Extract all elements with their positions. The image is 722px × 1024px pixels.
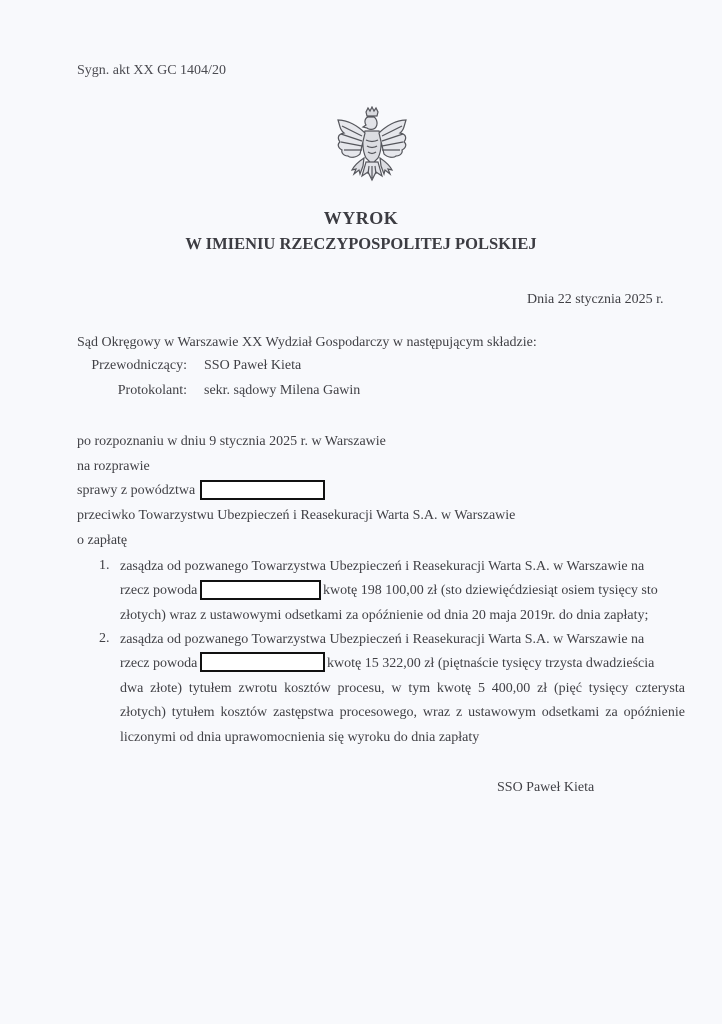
- redacted-plaintiff-name-2: [200, 652, 325, 672]
- document-title: WYROK: [323, 208, 399, 228]
- polish-eagle-emblem-icon: [332, 106, 412, 186]
- ruling-1-line-1: zasądza od pozwanego Towarzystwa Ubezpieczeń i Reasekuracji Warta S.A. w Warszawie na: [120, 559, 645, 574]
- ruling-2-line-3: dwa złote) tytułem zwrotu kosztów procesu, w tym kwotę 5 400,00 zł (pięć tysięcy czterysta: [120, 681, 685, 696]
- hearing-type-line: na rozprawie: [77, 459, 150, 474]
- ruling-2-line-5: liczonymi od dnia uprawomocnienia się wyroku do dnia zapłaty: [120, 730, 480, 745]
- case-number: Sygn. akt XX GC 1404/20: [77, 63, 226, 78]
- ruling-1-line-2b: kwotę 198 100,00 zł (sto dziewięćdziesiąt osiem tysięcy sto: [323, 583, 658, 598]
- court-composition-intro: Sąd Okręgowy w Warszawie XX Wydział Gospodarczy w następującym składzie:: [77, 335, 537, 350]
- clerk-value: sekr. sądowy Milena Gawin: [204, 383, 361, 398]
- redacted-plaintiff-name-1: [200, 580, 321, 600]
- ruling-2-number: 2.: [99, 631, 110, 646]
- ruling-1-line-3: złotych) wraz z ustawowymi odsetkami za opóźnienie od dnia 20 maja 2019r. do dnia zapłaty;: [120, 608, 649, 623]
- ruling-1-number: 1.: [99, 558, 110, 573]
- defendant-line: przeciwko Towarzystwu Ubezpieczeń i Reasekuracji Warta S.A. w Warszawie: [77, 508, 516, 523]
- ruling-2-line-4: złotych) tytułem kosztów zastępstwa procesowego, wraz z ustawowym odsetkami za opóźnienie: [120, 705, 685, 720]
- ruling-2-line-1: zasądza od pozwanego Towarzystwa Ubezpieczeń i Reasekuracji Warta S.A. w Warszawie na: [120, 632, 645, 647]
- hearing-date-line: po rozpoznaniu w dniu 9 stycznia 2025 r. w Warszawie: [77, 434, 386, 449]
- ruling-1-line-2a: rzecz powoda: [120, 583, 198, 598]
- clerk-label: Protokolant:: [117, 383, 187, 398]
- ruling-2-line-2a: rzecz powoda: [120, 656, 198, 671]
- judge-signature: SSO Paweł Kieta: [497, 780, 595, 795]
- subject-line: o zapłatę: [77, 533, 128, 548]
- plaintiff-line-label: sprawy z powództwa: [77, 483, 196, 498]
- presiding-judge-label: Przewodniczący:: [91, 358, 187, 373]
- ruling-2-line-2b: kwotę 15 322,00 zł (piętnaście tysięcy trzysta dwadzieścia: [327, 656, 655, 671]
- redacted-plaintiff-name: [200, 480, 325, 500]
- presiding-judge-value: SSO Paweł Kieta: [204, 358, 302, 373]
- judgment-date: Dnia 22 stycznia 2025 r.: [527, 292, 664, 307]
- document-subtitle: W IMIENIU RZECZYPOSPOLITEJ POLSKIEJ: [185, 234, 537, 253]
